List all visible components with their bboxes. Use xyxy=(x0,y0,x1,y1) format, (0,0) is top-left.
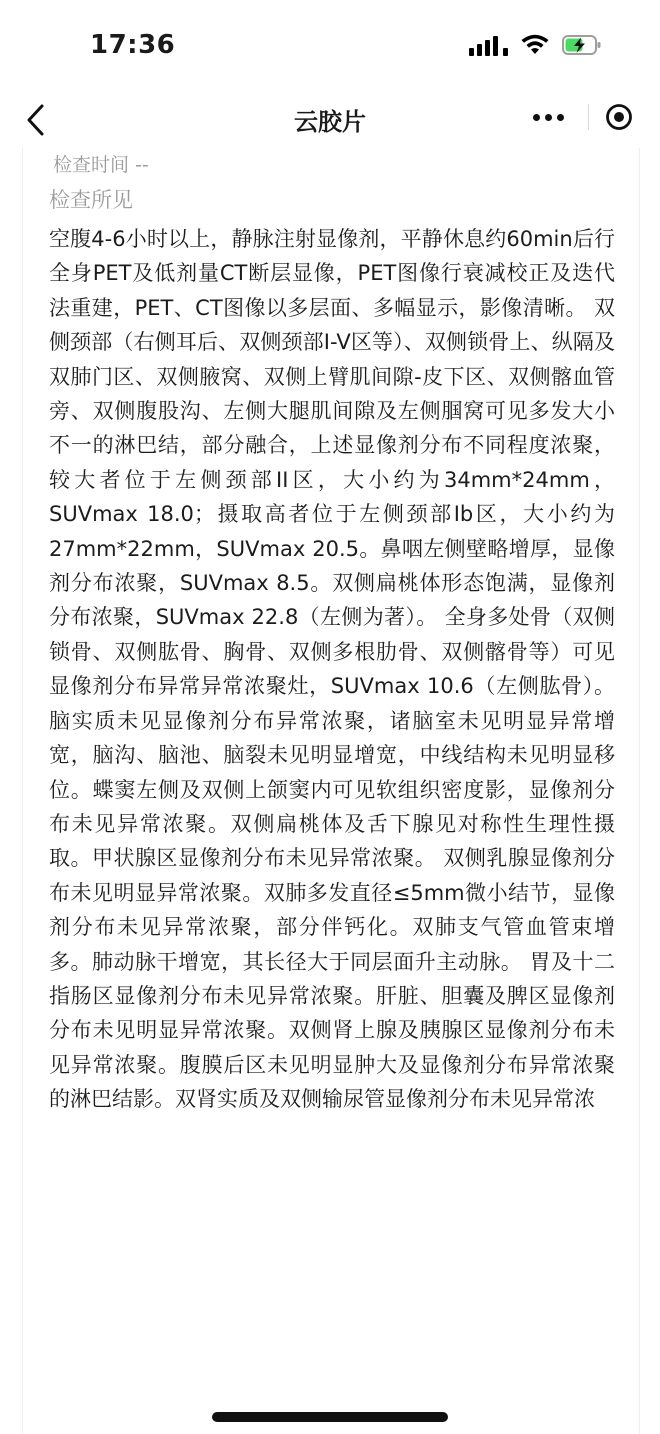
status-icons xyxy=(469,34,602,56)
close-button[interactable] xyxy=(605,103,633,131)
wifi-icon xyxy=(520,34,550,56)
capsule-divider xyxy=(588,104,589,130)
findings-section-title: 检查所见 xyxy=(49,188,133,212)
nav-bar xyxy=(0,96,660,148)
exam-time: 检查时间 -- xyxy=(53,154,149,176)
status-bar xyxy=(0,0,660,96)
findings-text: 空腹4-6小时以上，静脉注射显像剂，平静休息约60min后行全身PET及低剂量CT断层显像，PET图像行衰减校正及迭代法重建，PET、CT图像以多层面、多幅显示，影像清晰。 双侧颈部（右侧耳后、双侧颈部I-V区等）、双侧锁骨上、纵隔及双肺门区、双侧腋窝、双侧上臂肌间隙-皮下区、双侧髂血管旁、双侧腹股沟、左侧大腿肌间隙及左侧腘窝可见多发大小不一的淋巴结，部分融合，上述显像剂分布不同程度浓聚，较大者位于左侧颈部II区，大小约为34mm*24mm，SUVmax 18.0；摄取高者位于左侧颈部Ib区，大小约为27mm*22mm，SUVmax 20.5。鼻咽左侧壁略增厚，显像剂分布浓聚，SUVmax 8.5。双侧扁桃体形态饱满，显像剂分布浓聚，SUVmax 22.8（左侧为著）。 全身多处骨（双侧锁骨、双侧肱骨、胸骨、双侧多根肋骨、双侧髂骨等）可见显像剂分布异常异常浓聚灶，SUVmax 10.6（左侧肱骨）。 脑实质未见显像剂分布异常浓聚，诸脑室未见明显异常增宽，脑沟、脑池、脑裂未见明显增宽，中线结构未见明显移位。蝶窦左侧及双侧上颌窦内可见软组织密度影，显像剂分布未见异常浓聚。双侧扁桃体及舌下腺见对称性生理性摄取。甲状腺区显像剂分布未见异常浓聚。 双侧乳腺显像剂分布未见明显异常浓聚。双肺多发直径≤5mm微小结节，显像剂分布未见异常浓聚，部分伴钙化。双肺支气管血管束增多。肺动脉干增宽，其长径大于同层面升主动脉。 胃及十二指肠区显像剂分布未见异常浓聚。肝脏、胆囊及脾区显像剂分布未见明显异常浓聚。双侧肾上腺及胰腺区显像剂分布未见异常浓聚。腹膜后区未见明显肿大及显像剂分布异常浓聚的淋巴结影。双肾实质及双侧输尿管显像剂分布未见异常浓 xyxy=(49,227,615,1112)
signal-bars-icon xyxy=(469,34,508,56)
status-time: 17:36 xyxy=(90,30,176,60)
more-dots-icon xyxy=(533,114,564,121)
page-title: 云胶片 xyxy=(294,108,366,136)
target-circle-icon xyxy=(605,103,633,131)
report-card xyxy=(22,148,640,1434)
battery-charging-icon xyxy=(562,34,602,56)
home-indicator xyxy=(212,1412,448,1422)
more-button[interactable] xyxy=(518,114,578,121)
mini-program-capsule xyxy=(518,96,642,138)
